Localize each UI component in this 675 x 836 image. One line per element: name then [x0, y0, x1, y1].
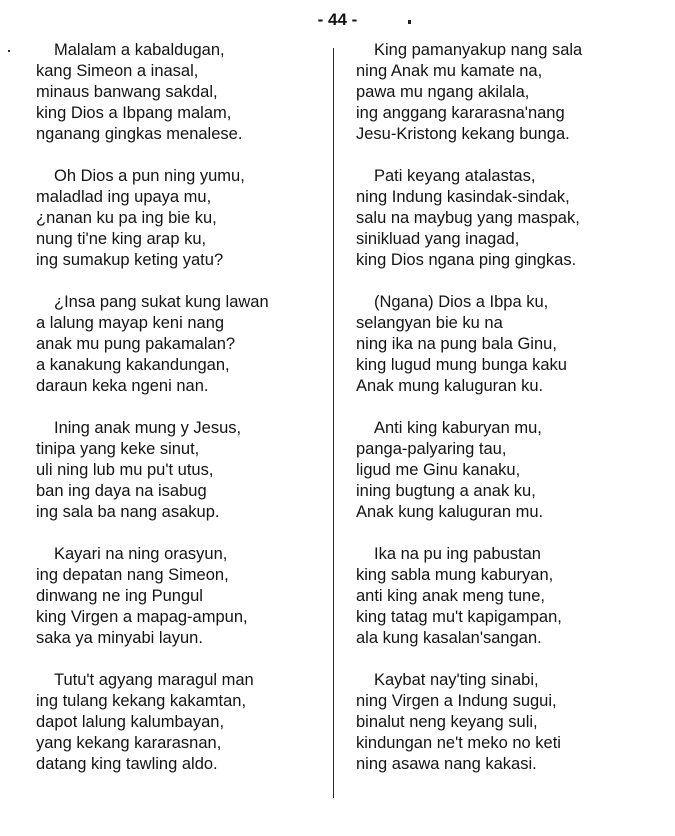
- verse-line: ning asawa nang kakasi.: [356, 755, 537, 773]
- verse-line: Kayari na ning orasyun,: [54, 545, 228, 563]
- verse-line: panga-palyaring tau,: [356, 440, 507, 458]
- verse-line: Pati keyang atalastas,: [374, 167, 536, 185]
- verse-line: a kanakung kakandungan,: [36, 356, 230, 374]
- verse-line: ining bugtung a anak ku,: [356, 482, 536, 500]
- verse-line: a lalung mayap keni nang: [36, 314, 225, 332]
- stanza: [36, 418, 336, 523]
- verse-line: kindungan ne't meko no keti: [356, 734, 561, 752]
- stanza: [36, 670, 336, 775]
- verse-line: ¿Insa pang sukat kung lawan: [54, 293, 269, 311]
- verse-line: dinwang ne ing Pungul: [36, 587, 203, 605]
- verse-line: king Dios ngana ping gingkas.: [356, 251, 577, 269]
- verse-line: ing sala ba nang asakup.: [36, 503, 220, 521]
- verse-line: king sabla mung kaburyan,: [356, 566, 554, 584]
- verse-line: nung ti'ne king arap ku,: [36, 230, 207, 248]
- verse-line: pawa mu ngang akilala,: [356, 83, 530, 101]
- verse-line: ing anggang kararasna'nang: [356, 104, 565, 122]
- verse-line: minaus banwang sakdal,: [36, 83, 218, 101]
- verse-line: Tutu't agyang maragul man: [54, 671, 254, 689]
- verse-line: kang Simeon a inasal,: [36, 62, 199, 80]
- verse-line: (Ngana) Dios a Ibpa ku,: [374, 293, 549, 311]
- verse-line: anak mu pung pakamalan?: [36, 335, 236, 353]
- verse-line: king lugud mung bunga kaku: [356, 356, 567, 374]
- verse-line: ligud me Ginu kanaku,: [356, 461, 521, 479]
- verse-line: ning Indung kasindak-sindak,: [356, 188, 570, 206]
- left-column: [36, 40, 336, 796]
- stanza: [36, 292, 336, 397]
- page-number: - 44 -: [317, 10, 358, 29]
- verse-line: ning ika na pung bala Ginu,: [356, 335, 557, 353]
- verse-line: Anak mung kaluguran ku.: [356, 377, 544, 395]
- verse-line: yang kekang kararasnan,: [36, 734, 222, 752]
- verse-line: Malalam a kabaldugan,: [54, 41, 225, 59]
- verse-line: king tatag mu't kapigampan,: [356, 608, 562, 626]
- verse-line: Anak kung kaluguran mu.: [356, 503, 544, 521]
- scan-speck: [8, 50, 10, 52]
- stanza: [356, 544, 656, 649]
- verse-line: dapot lalung kalumbayan,: [36, 713, 225, 731]
- stanza: [36, 166, 336, 271]
- verse-line: ing tulang kekang kakamtan,: [36, 692, 247, 710]
- column-divider: [333, 48, 334, 798]
- verse-line: Jesu-Kristong kekang bunga.: [356, 125, 570, 143]
- verse-line: tinipa yang keke sinut,: [36, 440, 200, 458]
- verse-line: daraun keka ngeni nan.: [36, 377, 209, 395]
- verse-line: maladlad ing upaya mu,: [36, 188, 212, 206]
- verse-line: ala kung kasalan'sangan.: [356, 629, 542, 647]
- verse-line: sinikluad yang inagad,: [356, 230, 520, 248]
- verse-line: nganang gingkas menalese.: [36, 125, 243, 143]
- verse-line: King pamanyakup nang sala: [374, 41, 583, 59]
- verse-line: Ika na pu ing pabustan: [374, 545, 541, 563]
- stanza: [356, 166, 656, 271]
- verse-line: saka ya minyabi layun.: [36, 629, 203, 647]
- stanza: [36, 544, 336, 649]
- verse-line: ing sumakup keting yatu?: [36, 251, 224, 269]
- stanza: [356, 40, 656, 145]
- verse-line: Ining anak mung y Jesus,: [54, 419, 242, 437]
- verse-line: salu na maybug yang maspak,: [356, 209, 580, 227]
- verse-line: uli ning lub mu pu't utus,: [36, 461, 214, 479]
- stanza: [356, 292, 656, 397]
- verse-line: king Virgen a mapag-ampun,: [36, 608, 248, 626]
- verse-line: ning Virgen a Indung sugui,: [356, 692, 557, 710]
- verse-line: Oh Dios a pun ning yumu,: [54, 167, 245, 185]
- verse-line: Anti king kaburyan mu,: [374, 419, 542, 437]
- right-column: [356, 40, 656, 796]
- verse-line: selangyan bie ku na: [356, 314, 503, 332]
- verse-line: datang king tawling aldo.: [36, 755, 218, 773]
- stanza: [356, 418, 656, 523]
- verse-line: binalut neng keyang suli,: [356, 713, 538, 731]
- verse-line: ¿nanan ku pa ing bie ku,: [36, 209, 217, 227]
- stanza: [36, 40, 336, 145]
- scan-speck: [408, 20, 411, 24]
- verse-line: ing depatan nang Simeon,: [36, 566, 229, 584]
- verse-line: ning Anak mu kamate na,: [356, 62, 543, 80]
- verse-line: king Dios a Ibpang malam,: [36, 104, 232, 122]
- verse-line: anti king anak meng tune,: [356, 587, 545, 605]
- verse-line: ban ing daya na isabug: [36, 482, 207, 500]
- verse-line: Kaybat nay'ting sinabi,: [374, 671, 539, 689]
- stanza: [356, 670, 656, 775]
